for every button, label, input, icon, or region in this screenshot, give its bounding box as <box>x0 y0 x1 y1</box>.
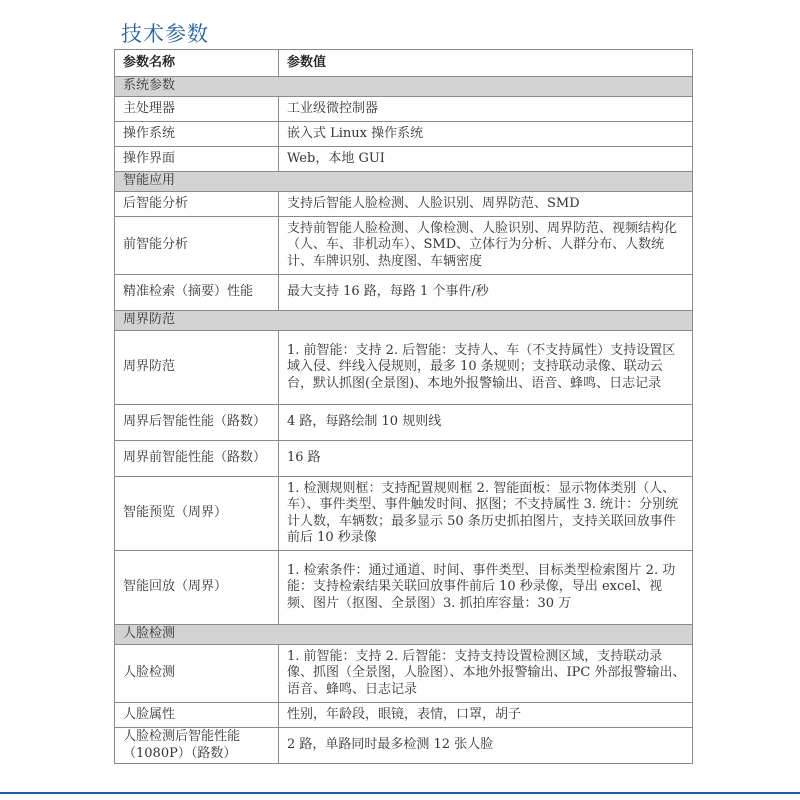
table-row <box>115 97 693 122</box>
table-row <box>115 703 693 728</box>
param-name: 主处理器 <box>115 97 279 122</box>
param-name: 前智能分析 <box>115 217 279 275</box>
section-title: 系统参数 <box>115 77 693 97</box>
param-name: 周界防范 <box>115 331 279 405</box>
header-param-value: 参数值 <box>279 50 693 77</box>
param-value: 性别，年龄段，眼镜，表情，口罩，胡子 <box>279 703 693 728</box>
section-row-face <box>115 625 693 645</box>
param-value: 1. 前智能：支持 2. 后智能：支持人、车（不支持属性）支持设置区域入侵、绊线入侵规则，最多 10 条规则；支持联动录像、联动云台，默认抓图(全景图)、本地外报警输出、语音、蜂鸣、日志记录 <box>279 331 693 405</box>
table-row <box>115 217 693 275</box>
param-name: 精准检索（摘要）性能 <box>115 275 279 311</box>
header-param-name: 参数名称 <box>115 50 279 77</box>
table-row <box>115 405 693 441</box>
param-value: 嵌入式 Linux 操作系统 <box>279 122 693 147</box>
param-value: 16 路 <box>279 441 693 477</box>
param-name: 周界前智能性能（路数） <box>115 441 279 477</box>
param-value: 1. 检索条件：通过通道、时间、事件类型、目标类型检索图片 2. 功能：支持检索结果关联回放事件前后 10 秒录像，导出 excel、视频、图片（抠图、全景图）3. 抓拍库容量：30 万 <box>279 551 693 625</box>
section-title: 周界防范 <box>115 311 693 331</box>
spec-table <box>114 49 693 764</box>
param-name: 人脸属性 <box>115 703 279 728</box>
table-row <box>115 275 693 311</box>
table-row <box>115 551 693 625</box>
section-title: 人脸检测 <box>115 625 693 645</box>
section-row-system <box>115 77 693 97</box>
table-row <box>115 192 693 217</box>
param-name: 人脸检测后智能性能（1080P）（路数） <box>115 728 279 764</box>
param-name: 周界后智能性能（路数） <box>115 405 279 441</box>
param-value: 最大支持 16 路，每路 1 个事件/秒 <box>279 275 693 311</box>
section-title: 智能应用 <box>115 172 693 192</box>
param-name: 操作系统 <box>115 122 279 147</box>
table-row <box>115 728 693 764</box>
table-header-row <box>115 50 693 77</box>
param-value: Web，本地 GUI <box>279 147 693 172</box>
param-value: 2 路，单路同时最多检测 12 张人脸 <box>279 728 693 764</box>
table-row <box>115 477 693 551</box>
table-row <box>115 122 693 147</box>
section-row-perimeter <box>115 311 693 331</box>
param-value: 4 路，每路绘制 10 规则线 <box>279 405 693 441</box>
param-name: 后智能分析 <box>115 192 279 217</box>
footer-divider <box>0 792 800 794</box>
param-value: 工业级微控制器 <box>279 97 693 122</box>
table-row <box>115 645 693 703</box>
param-value: 支持后智能人脸检测、人脸识别、周界防范、SMD <box>279 192 693 217</box>
param-value: 1. 检测规则框：支持配置规则框 2. 智能面板：显示物体类别（人、车）、事件类型、事件触发时间、抠图；不支持属性 3. 统计：分别统计人数，车辆数；最多显示 50 条历史抓拍图片，支持关联回放事件前后 10 秒录像 <box>279 477 693 551</box>
section-row-smart-app <box>115 172 693 192</box>
table-row <box>115 441 693 477</box>
table-row <box>115 331 693 405</box>
param-name: 操作界面 <box>115 147 279 172</box>
param-name: 智能预览（周界） <box>115 477 279 551</box>
param-value: 1. 前智能：支持 2. 后智能：支持支持设置检测区域，支持联动录像、抓图（全景图，人脸图）、本地外报警输出、IPC 外部报警输出、语音、蜂鸣、日志记录 <box>279 645 693 703</box>
param-value: 支持前智能人脸检测、人像检测、人脸识别、周界防范、视频结构化（人、车、非机动车）、SMD、立体行为分析、人群分布、人数统计、车牌识别、热度图、车辆密度 <box>279 217 693 275</box>
param-name: 智能回放（周界） <box>115 551 279 625</box>
page-title: 技术参数 <box>121 22 209 46</box>
param-name: 人脸检测 <box>115 645 279 703</box>
table-row <box>115 147 693 172</box>
